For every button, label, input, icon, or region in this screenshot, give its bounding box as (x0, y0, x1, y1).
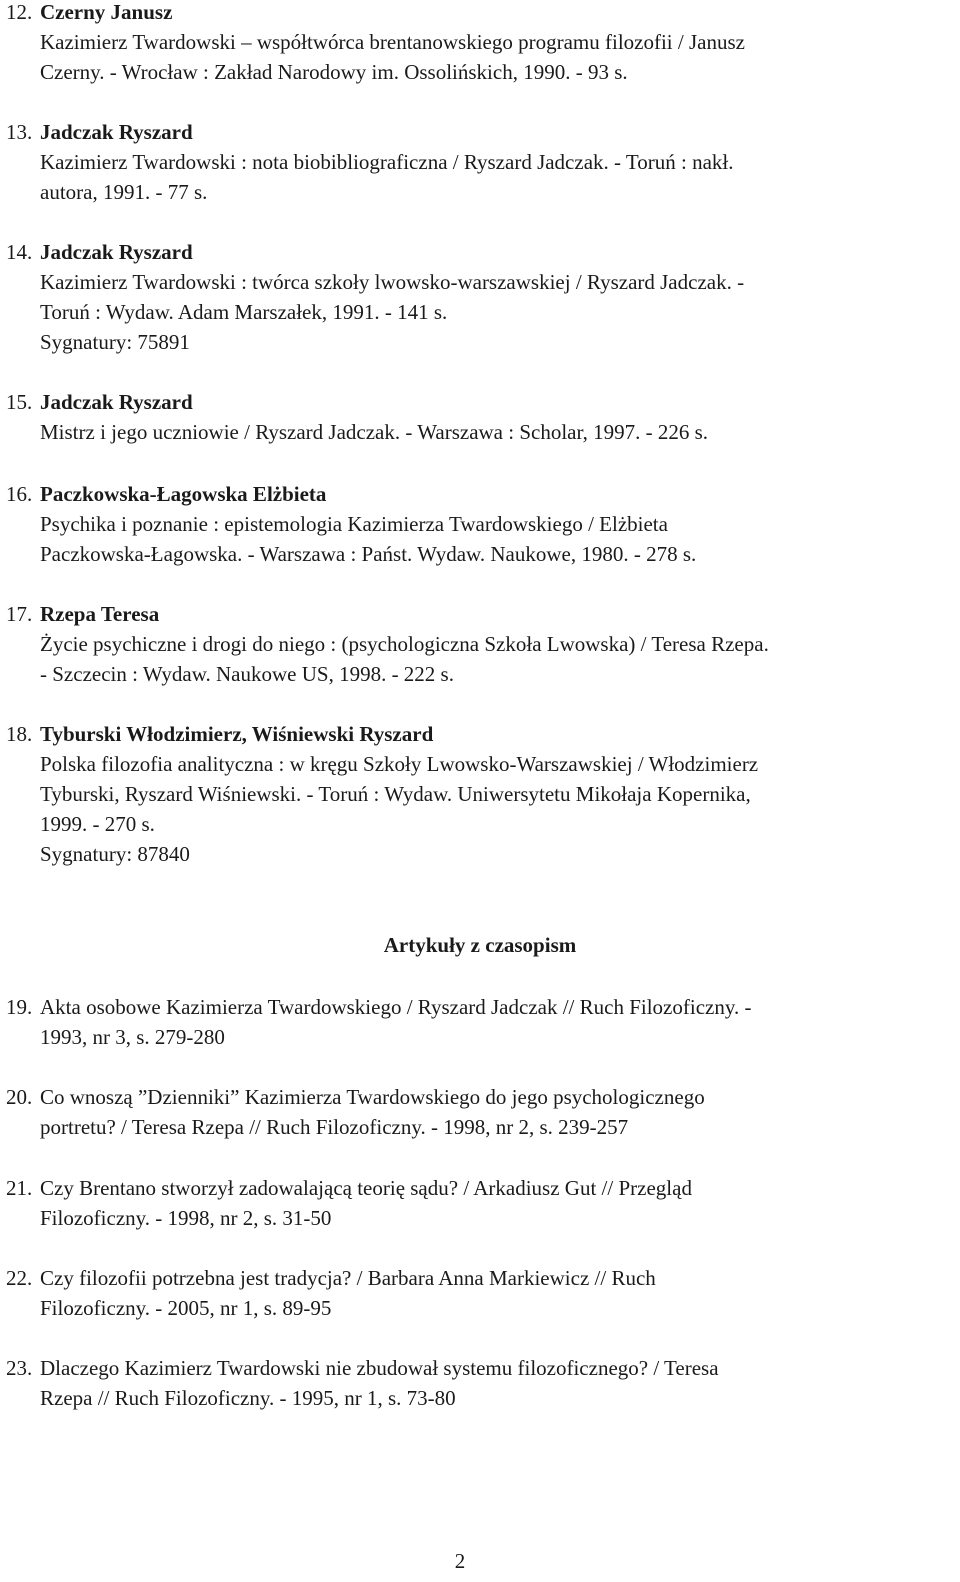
section-heading: Artykuły z czasopism (383, 933, 577, 957)
entry-number: 23. (6, 1356, 33, 1380)
entry-text-line: Filozoficzny. - 2005, nr 1, s. 89-95 (40, 1296, 332, 1320)
entry-number: 17. (6, 602, 33, 626)
entry-text-line: 1999. - 270 s. (40, 812, 155, 836)
entry-text-line: Polska filozofia analityczna : w kręgu Szkoły Lwowsko-Warszawskiej / Włodzimierz (40, 752, 759, 776)
entry-signature: Sygnatury: 75891 (40, 330, 190, 354)
entry-text-line: Czy Brentano stworzył zadowalającą teorię sądu? / Arkadiusz Gut // Przegląd (40, 1176, 692, 1200)
entry-text-line: 1993, nr 3, s. 279-280 (40, 1025, 225, 1049)
entry-number: 15. (6, 390, 33, 414)
entry-author: Jadczak Ryszard (40, 240, 193, 264)
entry-signature: Sygnatury: 87840 (40, 842, 190, 866)
entry-text-line: Filozoficzny. - 1998, nr 2, s. 31-50 (40, 1206, 332, 1230)
page-number: 2 (454, 1549, 466, 1573)
entry-author: Jadczak Ryszard (40, 390, 193, 414)
entry-number: 14. (6, 240, 33, 264)
entry-number: 13. (6, 120, 33, 144)
entry-number: 20. (6, 1085, 33, 1109)
entry-text-line: Psychika i poznanie : epistemologia Kazimierza Twardowskiego / Elżbieta (40, 512, 668, 536)
entry-number: 12. (6, 0, 33, 24)
entry-number: 16. (6, 482, 33, 506)
entry-number: 18. (6, 722, 33, 746)
entry-text-line: Tyburski, Ryszard Wiśniewski. - Toruń : Wydaw. Uniwersytetu Mikołaja Kopernika, (40, 782, 751, 806)
entry-text-line: Kazimierz Twardowski – współtwórca brentanowskiego programu filozofii / Janusz (40, 30, 745, 54)
entry-number: 21. (6, 1176, 33, 1200)
entry-text-line: Mistrz i jego uczniowie / Ryszard Jadczak. - Warszawa : Scholar, 1997. - 226 s. (40, 420, 709, 444)
entry-number: 19. (6, 995, 33, 1019)
entry-author: Paczkowska-Łagowska Elżbieta (40, 482, 327, 506)
entry-text-line: Życie psychiczne i drogi do niego : (psychologiczna Szkoła Lwowska) / Teresa Rzepa. (40, 632, 769, 656)
entry-text-line: Kazimierz Twardowski : twórca szkoły lwowsko-warszawskiej / Ryszard Jadczak. - (40, 270, 745, 294)
entry-text-line: portretu? / Teresa Rzepa // Ruch Filozoficzny. - 1998, nr 2, s. 239-257 (40, 1115, 629, 1139)
entry-author: Tyburski Włodzimierz, Wiśniewski Ryszard (40, 722, 434, 746)
entry-number: 22. (6, 1266, 33, 1290)
entry-text-line: Czy filozofii potrzebna jest tradycja? / Barbara Anna Markiewicz // Ruch (40, 1266, 656, 1290)
entry-text-line: Toruń : Wydaw. Adam Marszałek, 1991. - 141 s. (40, 300, 448, 324)
entry-text-line: Akta osobowe Kazimierza Twardowskiego / Ryszard Jadczak // Ruch Filozoficzny. - (40, 995, 752, 1019)
entry-text-line: Rzepa // Ruch Filozoficzny. - 1995, nr 1, s. 73-80 (40, 1386, 456, 1410)
entry-text-line: Paczkowska-Łagowska. - Warszawa : Państ. Wydaw. Naukowe, 1980. - 278 s. (40, 542, 697, 566)
entry-text-line: autora, 1991. - 77 s. (40, 180, 208, 204)
entry-text-line: Co wnoszą ”Dzienniki” Kazimierza Twardowskiego do jego psychologicznego (40, 1085, 705, 1109)
entry-author: Czerny Janusz (40, 0, 173, 24)
entry-text-line: Dlaczego Kazimierz Twardowski nie zbudował systemu filozoficznego? / Teresa (40, 1356, 719, 1380)
entry-text-line: - Szczecin : Wydaw. Naukowe US, 1998. - 222 s. (40, 662, 454, 686)
entry-text-line: Czerny. - Wrocław : Zakład Narodowy im. Ossolińskich, 1990. - 93 s. (40, 60, 628, 84)
entry-author: Jadczak Ryszard (40, 120, 193, 144)
entry-author: Rzepa Teresa (40, 602, 160, 626)
entry-text-line: Kazimierz Twardowski : nota biobibliograficzna / Ryszard Jadczak. - Toruń : nakł. (40, 150, 734, 174)
